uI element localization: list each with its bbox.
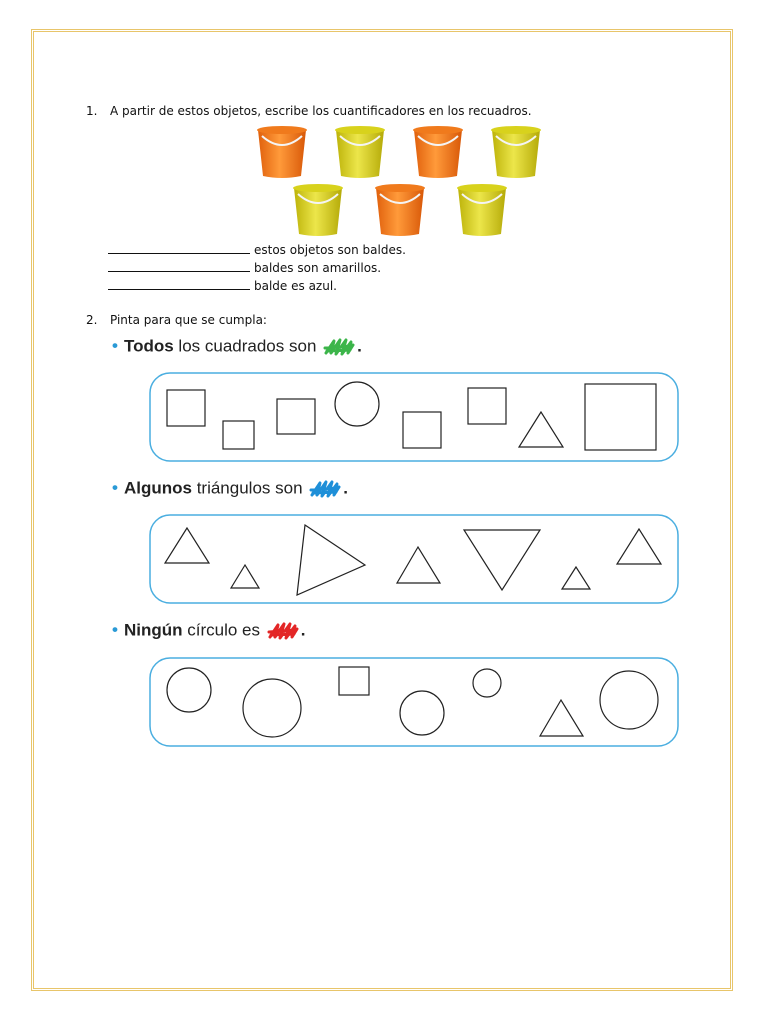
circle-shape[interactable] <box>473 669 501 697</box>
square-shape[interactable] <box>403 412 441 448</box>
triangle-shape[interactable] <box>297 525 365 595</box>
keyword-todos: Todos <box>123 336 174 356</box>
triangle-shape[interactable] <box>519 412 563 447</box>
sentence-3: balde es azul. <box>254 279 337 293</box>
square-shape[interactable] <box>468 388 506 424</box>
instruction-todos: • Todos los cuadrados son . <box>112 336 362 358</box>
square-shape[interactable] <box>585 384 656 450</box>
question-2-text: Pinta para que se cumpla: <box>110 313 267 327</box>
square-shape[interactable] <box>277 399 315 434</box>
sentence-1: estos objetos son baldes. <box>254 243 406 257</box>
triangle-shape[interactable] <box>165 528 209 563</box>
instruction-ningun: • Ningún círculo es . <box>112 620 305 642</box>
triangle-shape[interactable] <box>562 567 590 589</box>
square-shape[interactable] <box>339 667 369 695</box>
triangle-shape[interactable] <box>397 547 440 583</box>
circle-shape[interactable] <box>335 382 379 426</box>
circle-shape[interactable] <box>243 679 301 737</box>
circle-shape[interactable] <box>600 671 658 729</box>
keyword-algunos: Algunos <box>123 478 192 498</box>
instruction-text: círculo es <box>187 620 260 640</box>
shape-panel-3 <box>150 658 678 746</box>
shape-panel-2 <box>150 515 678 603</box>
sentence-2: baldes son amarillos. <box>254 261 382 275</box>
square-shape[interactable] <box>223 421 254 449</box>
circle-shape[interactable] <box>167 668 211 712</box>
bullet-dot: • <box>112 620 118 640</box>
triangle-shape[interactable] <box>231 565 259 588</box>
instruction-algunos: • Algunos triángulos son . <box>112 478 348 500</box>
square-shape[interactable] <box>167 390 205 426</box>
keyword-ningun: Ningún <box>123 620 183 640</box>
triangle-shape[interactable] <box>464 530 540 590</box>
question-2-number: 2. <box>86 313 98 327</box>
triangle-shape[interactable] <box>617 529 661 564</box>
triangle-shape[interactable] <box>540 700 583 736</box>
circle-shape[interactable] <box>400 691 444 735</box>
question-1-text: A partir de estos objetos, escribe los cuantificadores en los recuadros. <box>110 104 532 118</box>
question-1-number: 1. <box>86 104 98 118</box>
instruction-text: triángulos son <box>196 478 303 498</box>
bullet-dot: • <box>112 478 118 498</box>
instruction-text: los cuadrados son <box>178 336 317 356</box>
bullet-dot: • <box>112 336 118 356</box>
